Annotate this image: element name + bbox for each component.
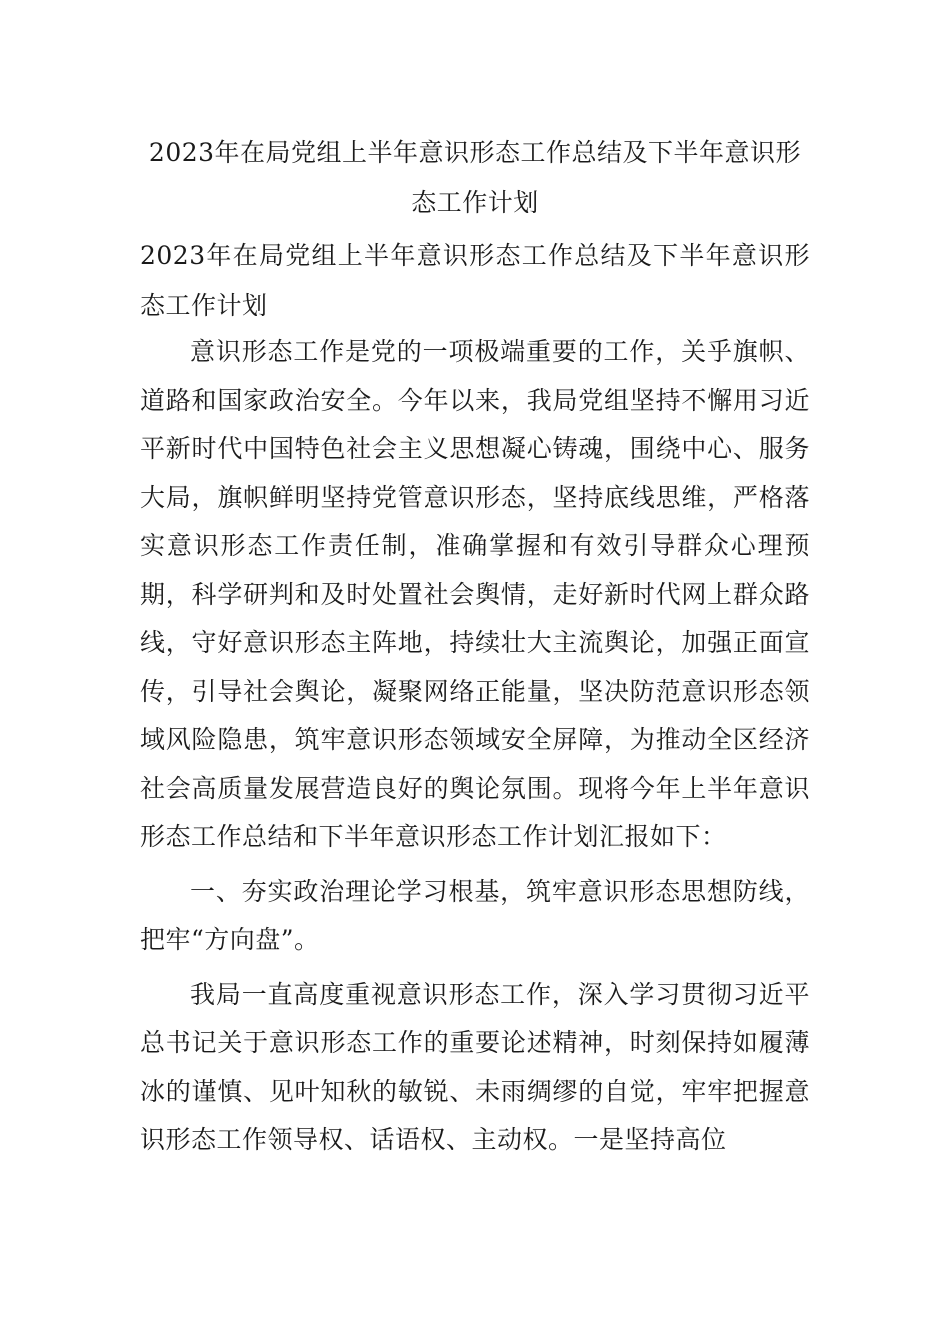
paragraph-section-1: 我局一直高度重视意识形态工作，深入学习贯彻习近平总书记关于意识形态工作的重要论述精神，时刻保持如履薄冰的谨慎、见叶知秋的敏锐、未雨绸缪的自觉，牢牢把握意识形态工作领导权、话语权、主动权。一是坚持高位 — [140, 979, 810, 1154]
document-body — [140, 328, 810, 1165]
paragraph-intro: 意识形态工作是党的一项极端重要的工作，关乎旗帜、道路和国家政治安全。今年以来，我局党组坚持不懈用习近平新时代中国特色社会主义思想凝心铸魂，围绕中心、服务大局，旗帜鲜明坚持党管意识形态，坚持底线思维，严格落实意识形态工作责任制，准确掌握和有效引导群众心理预期，科学研判和及时处置社会舆情，走好新时代网上群众路线，守好意识形态主阵地，持续壮大主流舆论，加强正面宣传，引导社会舆论，凝聚网络正能量，坚决防范意识形态领域风险隐患，筑牢意识形态领域安全屏障，为推动全区经济社会高质量发展营造良好的舆论氛围。现将今年上半年意识形态工作总结和下半年意识形态工作计划汇报如下： — [140, 337, 810, 851]
document-subtitle: 2023年在局党组上半年意识形态工作总结及下半年意识形态工作计划 — [140, 241, 810, 320]
document-title: 2023年在局党组上半年意识形态工作总结及下半年意识形态工作计划 — [148, 138, 802, 217]
section-heading-1: 一、夯实政治理论学习根基，筑牢意识形态思想防线，把牢“方向盘”。 — [140, 876, 810, 954]
